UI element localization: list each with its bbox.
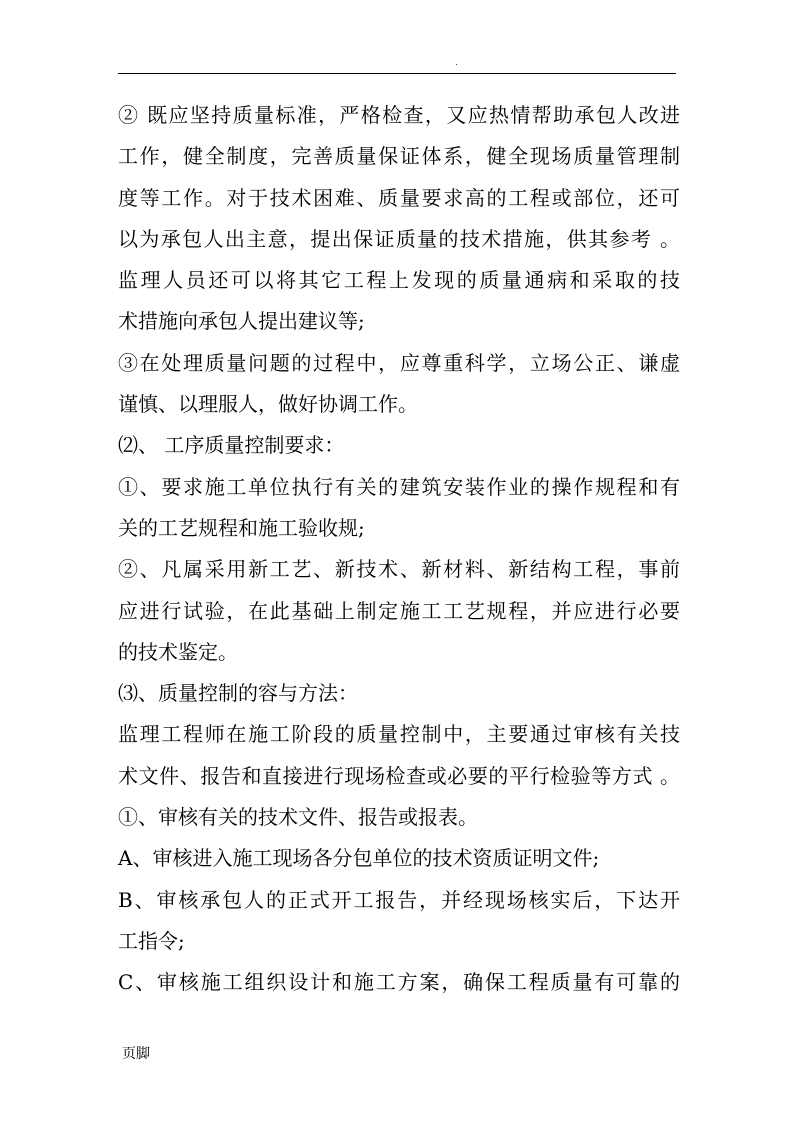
page-footer: 页脚 [122,1046,150,1062]
text-line: 关的工艺规程和施工验收规; [118,515,365,540]
text-line: 术措施向承包人提出建议等; [118,309,365,334]
text-line: 监理工程师在施工阶段的质量控制中，主要通过审核有关技 [118,722,680,747]
text-line: 谨慎、以理服人，做好协调工作。 [118,392,418,417]
text-line: 工指令; [118,928,185,953]
text-line: ② 既应坚持质量标准，严格检查，又应热情帮助承包人改进 [118,103,680,127]
text-line: A、审核进入施工现场各分包单位的技术资质证明文件; [118,846,600,871]
text-line: 监理人员还可以将其它工程上发现的质量通病和采取的技 [118,268,680,293]
text-line: ①、要求施工单位执行有关的建筑安装作业的操作规程和有 [118,474,680,499]
text-line: 的技术鉴定。 [118,639,238,664]
text-line: C、审核施工组织设计和施工方案，确保工程质量有可靠的 [118,970,680,995]
text-line: ⑵、 工序质量控制要求： [118,433,345,458]
text-line: ⑶、质量控制的容与方法： [118,681,358,706]
header-rule [118,73,676,74]
text-line: 度等工作。对于技术困难、质量要求高的工程或部位，还可 [118,185,680,210]
header-mark: . [455,58,458,68]
text-line: 以为承包人出主意，提出保证质量的技术措施，供其参考 。 [118,226,680,251]
text-line: ①、审核有关的技术文件、报告或报表。 [118,805,478,830]
text-line: ③在处理质量问题的过程中，应尊重科学，立场公正、谦虚 [118,350,680,375]
text-line: 术文件、报告和直接进行现场检查或必要的平行检验等方式 。 [118,763,680,788]
text-line: B、审核承包人的正式开工报告，并经现场核实后，下达开 [118,887,680,912]
text-line: 工作，健全制度，完善质量保证体系，健全现场质量管理制 [118,144,680,169]
text-line: 应进行试验，在此基础上制定施工工艺规程，并应进行必要 [118,598,680,623]
text-line: ②、凡属采用新工艺、新技术、新材料、新结构工程，事前 [118,557,680,582]
document-body [118,95,680,1004]
